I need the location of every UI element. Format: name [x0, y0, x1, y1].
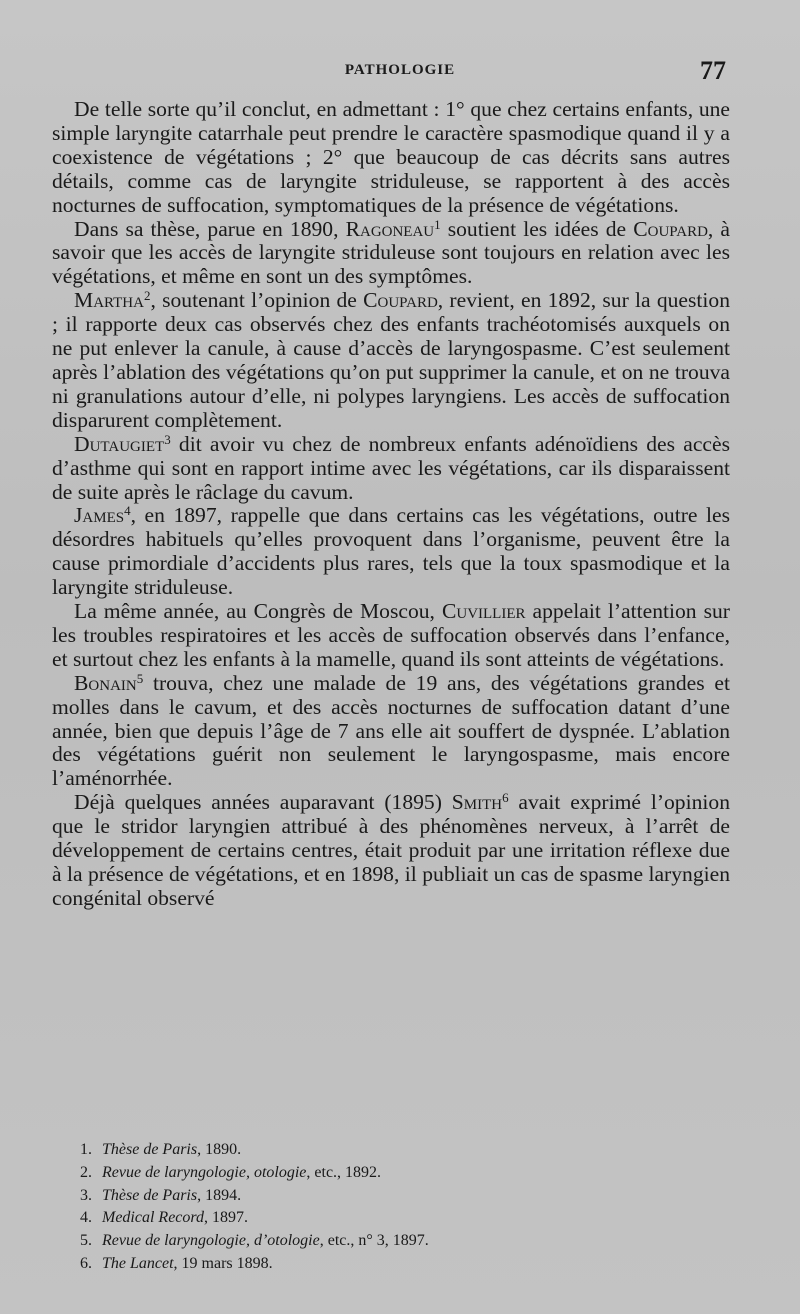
- footnote-details: , etc., n° 3, 1897.: [319, 1232, 429, 1250]
- footnote-details: , 19 mars 1898.: [173, 1254, 273, 1272]
- footnote-ref: 6: [502, 790, 509, 806]
- footnote: [80, 1185, 740, 1208]
- text-run: , revient, en 1892, sur la question ; il rapporte deux cas observés chez des enfants trachéotomisés auxquels on ne put enlever la canule, à cause d’accès de laryngospasme. C’est seulement après l’ablation des végétations qu’on put supprimer la canule, et on ne trouva ni granulations autour d’elle, ni polypes laryngiens. Les accès de suffocation disparurent complètement.: [52, 288, 730, 432]
- author-name: Smith: [451, 790, 503, 815]
- footnote: [80, 1230, 740, 1253]
- footnote-details: , 1897.: [204, 1209, 249, 1227]
- page-number: 77: [700, 56, 726, 85]
- footnote-number: 6.: [80, 1254, 92, 1272]
- footnote-title: Revue de laryngologie, otologie: [102, 1163, 307, 1181]
- footnote-title: The Lancet: [102, 1254, 174, 1272]
- text-run: , en 1897, rappelle que dans certains cas les végétations, outre les désordres habituels qu’elles provoquent dans l’organisme, peuvent être la cause primordiale d’accidents plus rares, tels que la toux spasmodique et la laryngite striduleuse.: [52, 503, 730, 600]
- author-name: Coupard: [633, 216, 708, 241]
- paragraph: [52, 791, 730, 911]
- footnote-number: 3.: [80, 1186, 92, 1204]
- footnote-ref: 5: [136, 670, 144, 686]
- author-name: Cuvillier: [441, 599, 526, 624]
- footnote-title: Thèse de Paris: [102, 1186, 198, 1204]
- running-head: PATHOLOGIE: [344, 62, 456, 78]
- footnote: [80, 1253, 740, 1276]
- footnote-title: Medical Record: [102, 1209, 205, 1227]
- paragraph: [52, 98, 730, 218]
- text-run: , soutenant l’opinion de: [150, 288, 364, 313]
- paragraph: [52, 672, 730, 792]
- footnote-title: Thèse de Paris: [102, 1141, 198, 1158]
- text-run: Déjà quelques années auparavant (1895): [74, 790, 452, 815]
- text-run: avait exprimé l’opinion que le stridor laryngien attribué à des phénomènes nerveux, à l’arrêt de développement de certains centres, était produit par une irritation réflexe due à la présence de végétations, et en 1898, il publiait un cas de spasme laryngien congénital observé: [52, 790, 730, 910]
- author-name: Coupard: [363, 288, 438, 313]
- footnote-number: 2.: [80, 1163, 92, 1181]
- footnote: [80, 1207, 740, 1230]
- footnote-details: , 1894.: [197, 1186, 242, 1204]
- author-name: James: [74, 503, 125, 528]
- author-name: Bonain: [74, 670, 137, 695]
- text-run: De telle sorte qu’il conclut, en admettant : 1° que chez certains enfants, une simple laryngite catarrhale peut prendre le caractère spasmodique quand il y a coexistence de végétations ; 2° que beaucoup de cas décrits sans autres détails, comme cas de laryngite striduleuse, se rapportent à des accès nocturnes de suffocation, symptomatiques de la présence de végétations.: [52, 97, 730, 217]
- body-text: [52, 98, 730, 911]
- paragraph: [52, 433, 730, 505]
- footnote-details: , etc., 1892.: [306, 1163, 382, 1181]
- text-run: Dans sa thèse, parue en 1890,: [74, 216, 346, 241]
- footnote-ref: 1: [434, 216, 441, 232]
- footnote-ref: 2: [143, 288, 151, 304]
- paragraph: [52, 504, 730, 600]
- paragraph: [52, 289, 730, 432]
- footnote: [80, 1162, 740, 1185]
- paragraph: [52, 600, 730, 672]
- footnote-details: , 1890.: [197, 1141, 242, 1158]
- paragraph: [52, 218, 730, 290]
- text-run: , à savoir que les accès de laryngite striduleuse sont toujours en relation avec les végétations, et même en sont un des symptômes.: [52, 216, 730, 289]
- footnotes: [80, 1139, 740, 1276]
- footnote-title: Revue de laryngologie, d’otologie: [102, 1232, 320, 1250]
- text-run: soutient les idées de: [440, 216, 634, 241]
- text-run: trouva, chez une malade de 19 ans, des végétations grandes et molles dans le cavum, et des accès nocturnes de suffocation datant d’une année, bien que depuis l’âge de 7 ans elle ait souffert de dyspnée. L’ablation des végétations guérit non seulement le laryngospasme, mais encore l’aménorrhée.: [52, 670, 730, 791]
- text-run: appelait l’attention sur les troubles respiratoires et les accès de suffocation observés dans l’enfance, et surtout chez les enfants à la mamelle, quand ils sont atteints de végétations.: [52, 599, 730, 671]
- footnote-ref: 3: [164, 431, 171, 447]
- footnote-ref: 4: [124, 503, 131, 519]
- page-header: [0, 56, 800, 86]
- text-run: dit avoir vu chez de nombreux enfants adénoïdiens des accès d’asthme qui sont en rapport intime avec les végétations, car ils disparaissent de suite après le râclage du cavum.: [52, 431, 730, 504]
- footnote-number: 1.: [80, 1141, 92, 1158]
- text-run: La même année, au Congrès de Moscou,: [74, 599, 442, 624]
- footnote-number: 4.: [80, 1209, 92, 1227]
- footnote-number: 5.: [80, 1232, 92, 1250]
- author-name: Ragoneau: [345, 216, 435, 241]
- footnote: [80, 1139, 740, 1162]
- author-name: Dutaugiet: [74, 431, 165, 456]
- author-name: Martha: [74, 288, 144, 313]
